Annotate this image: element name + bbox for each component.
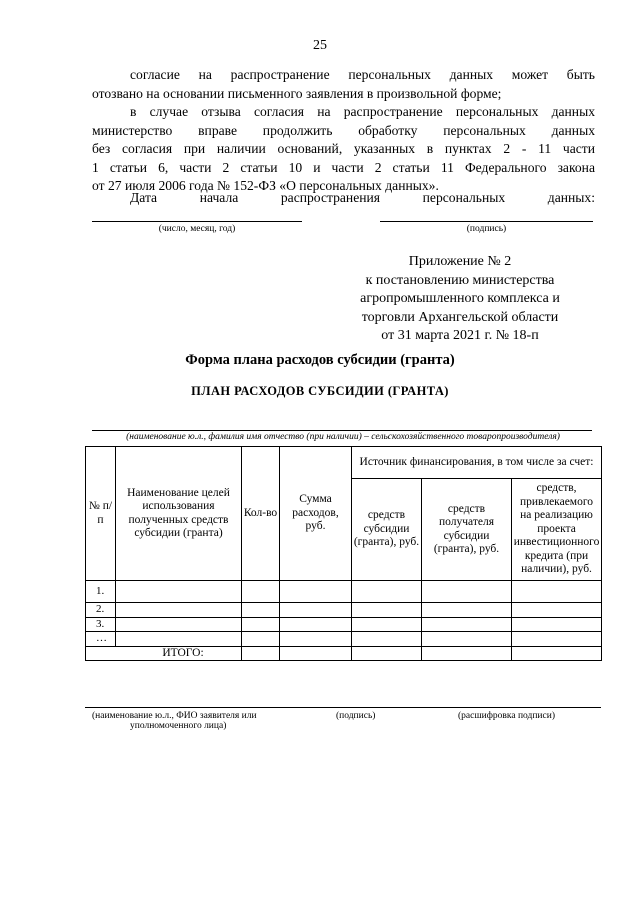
paragraph-line: от 27 июля 2006 года № 152-ФЗ «О персональных данных». [92,178,439,193]
header-credit-funds: средств, привлекаемого на реализацию проекта инвестиционного кредита (при наличии), руб. [512,479,602,581]
header-purpose: Наименование целей использования полученных средств субсидии (гранта) [116,447,242,581]
paragraph-line: согласие на распространение персональных данных может быть [130,67,595,82]
plan-title: ПЛАН РАСХОДОВ СУБСИДИИ (ГРАНТА) [191,384,449,398]
header-subsidy-funds: средств субсидии (гранта), руб. [352,479,422,581]
table-row: … [86,632,602,647]
form-title: Форма плана расходов субсидии (гранта) [185,352,455,368]
paragraph-line: без согласия при наличии оснований, указанных в пунктах 2 - 11 части [92,141,595,156]
paragraph-line: в случае отзыва согласия на распространение персональных данных [130,104,595,119]
signature-line [380,221,593,222]
header-funding-source: Источник финансирования, в том числе за счет: [352,447,602,479]
appendix-line: торговли Архангельской области [361,309,559,325]
applicant-signature-line [85,707,601,708]
appendix-header [340,253,580,346]
header-recipient-funds: средств получателя субсидии (гранта), руб. [422,479,512,581]
table-row: 3. [86,617,602,632]
page-number: 25 [313,38,327,53]
applicant-signature-caption: (подпись) [336,711,376,721]
table-row: 2. [86,603,602,618]
appendix-line: от 31 марта 2021 г. № 18-п [381,328,539,343]
paragraph-start-date [92,189,595,208]
paragraph-consent-revocation [92,66,595,103]
table-header-row [86,447,602,479]
total-label: ИТОГО: [86,646,242,661]
paragraph-line: Дата начала распространения персональных данных: [130,190,595,205]
paragraph-line: министерство вправе продолжить обработку персональных данных [92,122,595,138]
appendix-line: агропромышленного комплекса и [360,291,560,306]
signature-caption: (подпись) [466,224,507,234]
header-quantity: Кол-во [242,447,280,581]
appendix-line: Приложение № 2 [408,254,512,269]
paragraph-line: отозвано на основании письменного заявления в произвольной форме; [92,85,502,101]
expense-plan-table [85,446,602,661]
table-row: 1. [86,581,602,603]
applicant-name-caption: (наименование ю.л., ФИО заявителя или уполномоченного лица) [92,711,257,731]
header-number: № п/п [86,447,116,581]
signature-decoding-caption: (расшифровка подписи) [458,711,555,721]
organization-name-line [92,430,592,431]
header-expense-sum: Сумма расходов, руб. [280,447,352,581]
paragraph-line: 1 статьи 6, части 2 статьи 10 и части 2 статьи 11 Федерального закона [92,159,595,175]
appendix-line: к постановлению министерства [365,272,555,288]
date-caption: (число, месяц, год) [158,224,236,234]
paragraph-withdrawal [92,103,595,196]
organization-caption: (наименование ю.л., фамилия имя отчество (при наличии) – сельскохозяйственного товаропроизводителя) [126,432,560,442]
table-total-row [86,646,602,661]
date-signature-line [92,221,302,222]
